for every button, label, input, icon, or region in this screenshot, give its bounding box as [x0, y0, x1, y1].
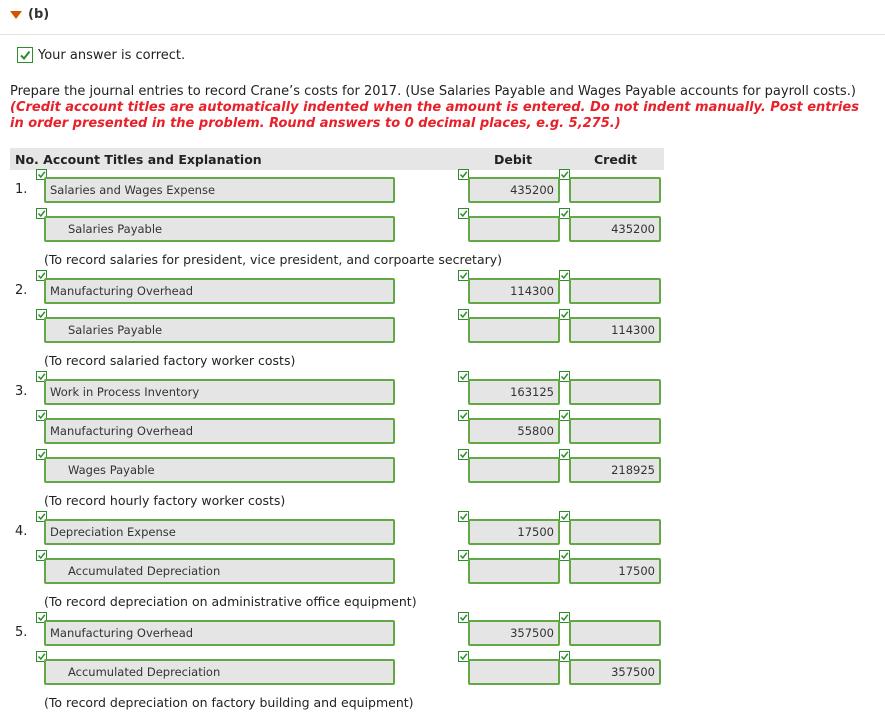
credit-field[interactable]: 357500: [569, 659, 661, 685]
debit-field[interactable]: 114300: [468, 278, 560, 304]
entry-number: 4.: [15, 524, 28, 539]
checkmark-icon: [459, 310, 468, 319]
credit-field[interactable]: [569, 418, 661, 444]
instructions-note: [10, 100, 875, 132]
debit-field[interactable]: 435200: [468, 177, 560, 203]
checkmark-icon: [459, 613, 468, 622]
credit-field[interactable]: [569, 620, 661, 646]
checkmark-icon: [560, 652, 569, 661]
credit-field[interactable]: 17500: [569, 558, 661, 584]
checkmark-icon: [560, 372, 569, 381]
entry-number: 3.: [15, 384, 28, 399]
account-field[interactable]: Manufacturing Overhead: [44, 620, 395, 646]
checkmark-icon: [459, 551, 468, 560]
checkmark-icon: [560, 209, 569, 218]
instructions-note-line1: (Credit account titles are automatically indented when the amount is entered. Do not indent manually. Post entries: [10, 100, 859, 115]
account-field[interactable]: Manufacturing Overhead: [44, 418, 395, 444]
checkmark-icon: [560, 170, 569, 179]
checkmark-icon: [459, 209, 468, 218]
section-label: (b): [28, 7, 50, 22]
checkmark-icon: [459, 271, 468, 280]
collapse-triangle-icon: [10, 11, 22, 19]
credit-field[interactable]: 114300: [569, 317, 661, 343]
col-header-credit: Credit: [594, 152, 638, 167]
account-field[interactable]: Wages Payable: [44, 457, 395, 483]
instructions-text: Prepare the journal entries to record Crane’s costs for 2017. (Use Salaries Payable and Wages Payable accounts for payroll costs.): [10, 84, 856, 99]
entry-explanation: (To record salaries for president, vice president, and corpoarte secretary): [44, 252, 503, 267]
section-header-b[interactable]: [10, 7, 49, 22]
checkmark-icon: [459, 411, 468, 420]
credit-field[interactable]: [569, 278, 661, 304]
entry-number: 5.: [15, 625, 28, 640]
debit-field[interactable]: [468, 659, 560, 685]
checkmark-icon: [560, 512, 569, 521]
entry-number: 2.: [15, 283, 28, 298]
debit-field[interactable]: 55800: [468, 418, 560, 444]
credit-field[interactable]: 435200: [569, 216, 661, 242]
checkmark-icon: [560, 450, 569, 459]
debit-field[interactable]: [468, 216, 560, 242]
debit-field[interactable]: [468, 457, 560, 483]
entry-explanation: (To record hourly factory worker costs): [44, 493, 286, 508]
status-text: Your answer is correct.: [38, 48, 186, 63]
account-field[interactable]: Salaries Payable: [44, 216, 395, 242]
entry-explanation: (To record salaried factory worker costs): [44, 353, 296, 368]
credit-field[interactable]: 218925: [569, 457, 661, 483]
debit-field[interactable]: 17500: [468, 519, 560, 545]
account-field[interactable]: Salaries Payable: [44, 317, 395, 343]
checkmark-icon: [459, 170, 468, 179]
checkmark-icon: [459, 652, 468, 661]
correct-check-icon: [17, 47, 33, 63]
col-header-debit: Debit: [494, 152, 533, 167]
checkmark-icon: [459, 372, 468, 381]
credit-field[interactable]: [569, 177, 661, 203]
debit-field[interactable]: [468, 558, 560, 584]
checkmark-icon: [560, 613, 569, 622]
account-field[interactable]: Accumulated Depreciation: [44, 659, 395, 685]
checkmark-icon: [560, 310, 569, 319]
checkmark-icon: [560, 271, 569, 280]
debit-field[interactable]: 163125: [468, 379, 560, 405]
entry-explanation: (To record depreciation on administrative office equipment): [44, 594, 417, 609]
checkmark-icon: [459, 450, 468, 459]
account-field[interactable]: Salaries and Wages Expense: [44, 177, 395, 203]
col-header-account: No. Account Titles and Explanation: [15, 152, 262, 167]
debit-field[interactable]: [468, 317, 560, 343]
account-field[interactable]: Work in Process Inventory: [44, 379, 395, 405]
entry-explanation: (To record depreciation on factory building and equipment): [44, 695, 414, 710]
account-field[interactable]: Depreciation Expense: [44, 519, 395, 545]
account-field[interactable]: Accumulated Depreciation: [44, 558, 395, 584]
instructions-note-line2: in order presented in the problem. Round answers to 0 decimal places, e.g. 5,275.): [10, 116, 621, 131]
checkmark-icon: [560, 551, 569, 560]
account-field[interactable]: Manufacturing Overhead: [44, 278, 395, 304]
checkmark-icon: [560, 411, 569, 420]
debit-field[interactable]: 357500: [468, 620, 560, 646]
checkmark-icon: [459, 512, 468, 521]
entry-number: 1.: [15, 182, 28, 197]
credit-field[interactable]: [569, 379, 661, 405]
divider: [0, 34, 885, 35]
credit-field[interactable]: [569, 519, 661, 545]
